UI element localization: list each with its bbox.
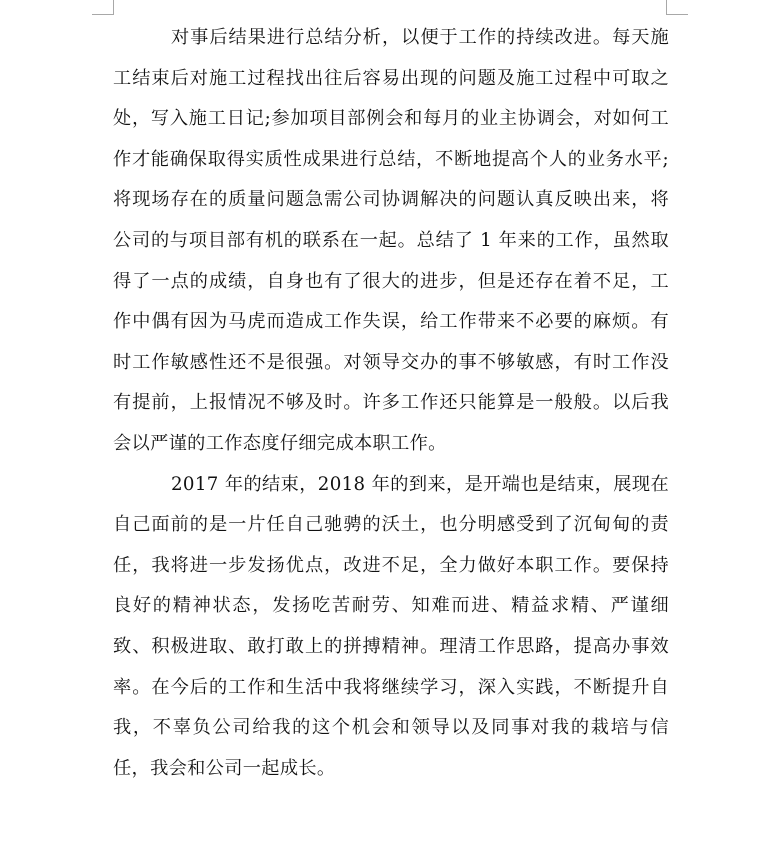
paragraph-work-summary[interactable]: 对事后结果进行总结分析，以便于工作的持续改进。每天施工结束后对施工过程找出往后容易出现的问题及施工过程中可取之处，写入施工日记;参加项目部例会和每月的业主协调会，对如何工作才能确保取得实质性成果进行总结，不断地提高个人的业务水平;将现场存在的质量问题急需公司协调解决的问题认真反映出来，将公司的与项目部有机的联系在一起。总结了 1 年来的工作，虽然取得了一点的成绩，自身也有了很大的进步，但是还存在着不足，工作中偶有因为马虎而造成工作失误，给工作带来不必要的麻烦。有时工作敏感性还不是很强。对领导交办的事不够敏感，有时工作没有提前，上报情况不够及时。许多工作还只能算是一般般。以后我会以严谨的工作态度仔细完成本职工作。 bbox=[113, 27, 669, 454]
page-corner-mark-top-right bbox=[666, 0, 688, 15]
paragraph-new-year-outlook[interactable]: 2017 年的结束，2018 年的到来，是开端也是结束，展现在自己面前的是一片任自己驰骋的沃土，也分明感受到了沉甸甸的责任，我将进一步发扬优点，改进不足，全力做好本职工作。要保持良好的精神状态，发扬吃苦耐劳、知难而进、精益求精、严谨细致、积极进取、敢打敢上的拼搏精神。理清工作思路，提高办事效率。在今后的工作和生活中我将继续学习，深入实践，不断提升自我，不辜负公司给我的这个机会和领导以及同事对我的栽培与信任，我会和公司一起成长。 bbox=[113, 473, 669, 779]
document-body[interactable] bbox=[113, 18, 669, 789]
page-corner-mark-top-left bbox=[92, 0, 114, 15]
